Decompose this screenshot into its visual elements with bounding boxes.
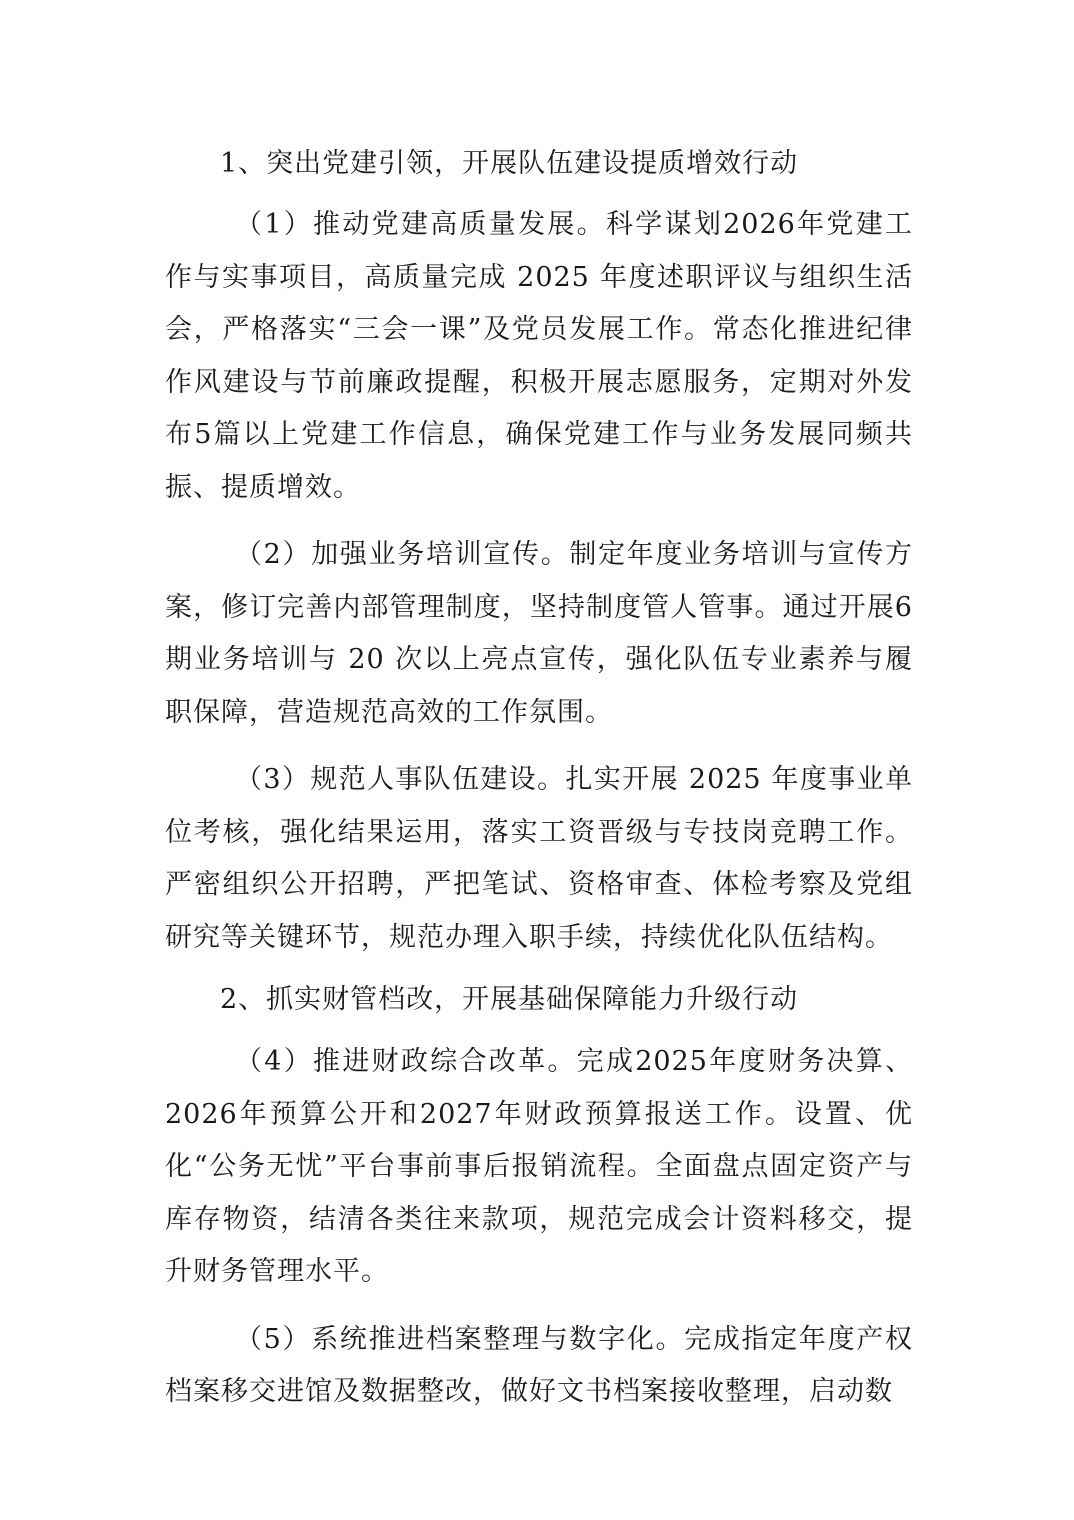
document-body	[165, 140, 913, 1419]
section-heading-1: 1、突出党建引领，开展队伍建设提质增效行动	[220, 148, 799, 179]
section-heading-2: 2、抓实财管档改，开展基础保障能力升级行动	[220, 984, 799, 1015]
paragraph-4: （4）推进财政综合改革。完成2025年度财务决算、2026年预算公开和2027年财政预算报送工作。设置、优化“公务无忧”平台事前事后报销流程。全面盘点固定资产与库存物资，结清各类往来款项，规范完成会计资料移交，提升财务管理水平。	[165, 1046, 913, 1287]
paragraph-3: （3）规范人事队伍建设。扎实开展 2025 年度事业单位考核，强化结果运用，落实工资晋级与专技岗竞聘工作。严密组织公开招聘，严把笔试、资格审查、体检考察及党组研究等关键环节，规范办理入职手续，持续优化队伍结构。	[165, 764, 913, 953]
paragraph-5: （5）系统推进档案整理与数字化。完成指定年度产权档案移交进馆及数据整改，做好文书档案接收整理，启动数	[165, 1323, 913, 1407]
paragraph-2: （2）加强业务培训宣传。制定年度业务培训与宣传方案，修订完善内部管理制度，坚持制度管人管事。通过开展6 期业务培训与 20 次以上亮点宣传，强化队伍专业素养与履职保障，营造规范高效的工作氛围。	[165, 539, 913, 728]
paragraph-1: （1）推动党建高质量发展。科学谋划2026年党建工作与实事项目，高质量完成 2025 年度述职评议与组织生活会，严格落实“三会一课”及党员发展工作。常态化推进纪律作风建设与节前廉政提醒，积极开展志愿服务，定期对外发布5篇以上党建工作信息，确保党建工作与业务发展同频共振、提质增效。	[165, 209, 913, 503]
